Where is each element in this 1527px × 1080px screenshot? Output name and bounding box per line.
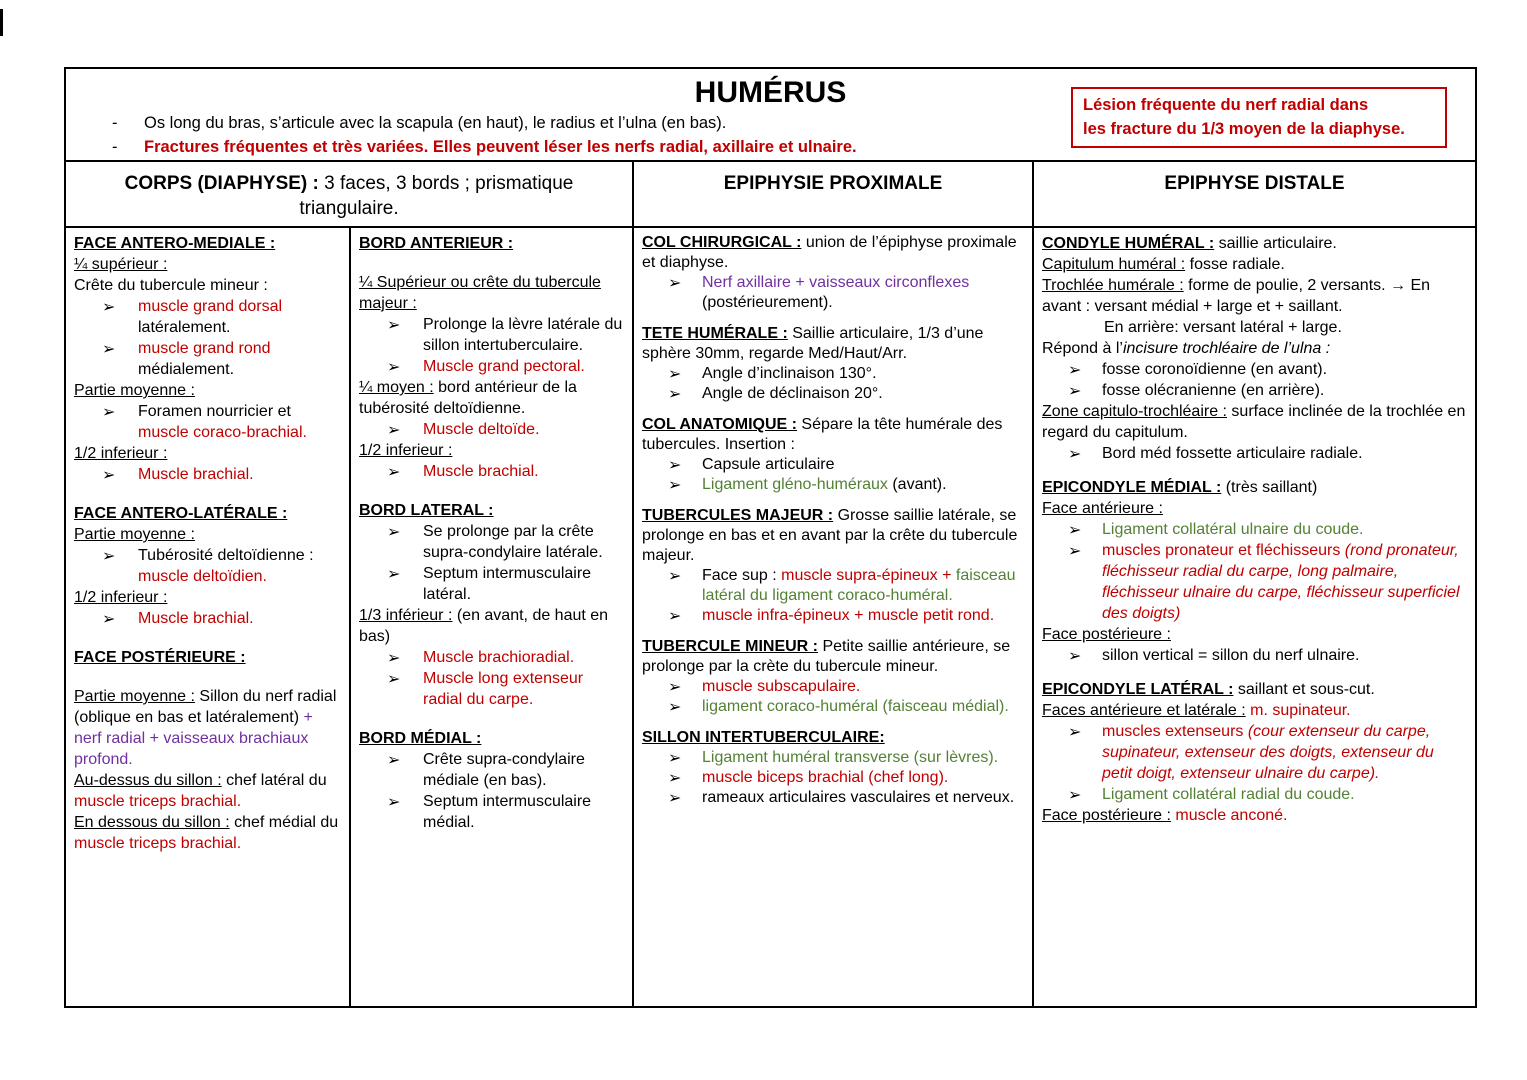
text-segment: sillon vertical = sillon du nerf ulnaire. <box>1102 647 1360 664</box>
intro-text <box>144 111 726 135</box>
cell-faces-diaphyse <box>66 228 349 1006</box>
text-segment: Os long du bras, s’articule avec la scapula (en haut), le radius et l’ulna (en bas). <box>144 114 727 132</box>
text-paragraph <box>642 506 1024 566</box>
text-paragraph <box>642 233 1024 273</box>
text-segment: Ligament gléno-huméraux <box>702 476 888 493</box>
text-segment: Face sup : <box>702 567 782 584</box>
blank-line <box>359 482 624 500</box>
arrow-bullet-icon: ➢ <box>1068 381 1082 400</box>
text-paragraph <box>74 647 341 668</box>
text-segment: saillant et sous-cut. <box>1233 681 1375 698</box>
text-paragraph <box>642 324 1024 364</box>
bullet-text <box>138 296 341 338</box>
text-paragraph <box>74 503 341 524</box>
text-paragraph <box>1042 317 1467 338</box>
arrow-bullet-icon: ➢ <box>387 315 401 334</box>
arrow-bullet-icon: ➢ <box>387 522 401 541</box>
bullet-item <box>359 647 624 668</box>
text-segment: BORD ANTERIEUR : <box>359 235 514 252</box>
text-segment: En dessous du sillon : <box>74 814 230 831</box>
text-segment: muscles extenseurs <box>1102 723 1248 740</box>
text-segment: Répond à l’ <box>1042 340 1123 357</box>
text-segment: SILLON INTERTUBERCULAIRE: <box>642 729 885 746</box>
text-segment: bord antérieur de la tubérosité deltoïdienne. <box>359 379 577 417</box>
blank-line <box>1042 666 1467 679</box>
text-segment: Face antérieure : <box>1042 500 1163 517</box>
text-segment: + nerf radial + vaisseaux brachiaux profond. <box>74 709 313 768</box>
bullet-item <box>642 677 1024 697</box>
text-segment: Nerf axillaire + vaisseaux circonflexes <box>702 274 970 291</box>
anatomy-table <box>64 67 1477 1008</box>
bullet-item <box>359 521 624 563</box>
text-segment: Muscle long extenseur radial du carpe. <box>423 670 584 708</box>
bullet-item <box>74 608 341 629</box>
text-segment: 1/2 inferieur : <box>359 442 453 459</box>
bullet-text <box>1102 519 1467 540</box>
text-segment: Partie moyenne : <box>74 688 195 705</box>
bullet-text <box>702 606 1024 626</box>
text-segment: chef médial du <box>229 814 339 831</box>
bullet-text <box>1102 784 1467 805</box>
text-segment: surface inclinée de la trochlée en regard du capitulum. <box>1042 403 1466 441</box>
warning-line: Lésion fréquente du nerf radial dans <box>1083 96 1369 114</box>
text-segment: Fractures fréquentes et très variées. Elles peuvent léser les nerfs radial, axillaire et ulnaire. <box>144 138 857 156</box>
text-segment: Septum intermusculaire latéral. <box>423 565 592 603</box>
text-segment: incisure trochléaire de l’ulna : <box>1122 340 1331 357</box>
bullet-text <box>1102 540 1467 624</box>
bullet-item <box>642 364 1024 384</box>
text-segment: Tubérosité deltoïdienne : <box>138 547 314 564</box>
arrow-bullet-icon: ➢ <box>668 788 682 807</box>
bullet-item <box>642 475 1024 495</box>
text-segment: Zone capitulo-trochléaire : <box>1042 403 1227 420</box>
text-paragraph <box>1042 700 1467 721</box>
bullet-text <box>423 563 624 605</box>
text-segment: EPICONDYLE LATÉRAL : <box>1042 681 1234 698</box>
text-segment: Septum intermusculaire médial. <box>423 793 592 831</box>
text-segment: Trochlée humérale : <box>1042 277 1184 294</box>
column-header-row <box>66 160 1475 228</box>
warning-box <box>1071 87 1447 148</box>
bullet-item <box>642 384 1024 404</box>
blank-line <box>642 626 1024 637</box>
text-paragraph <box>1042 233 1467 254</box>
arrow-bullet-icon: ➢ <box>668 677 682 696</box>
text-segment: muscle grand dorsal <box>138 298 283 315</box>
text-paragraph <box>359 272 624 314</box>
text-paragraph <box>74 770 341 812</box>
blank-line <box>642 313 1024 324</box>
arrow-bullet-icon: ➢ <box>102 609 116 628</box>
bullet-item <box>1042 540 1467 624</box>
bullet-text <box>702 788 1024 808</box>
text-segment: Bord méd fossette articulaire radiale. <box>1102 445 1363 462</box>
text-segment: fosse coronoïdienne (en avant). <box>1102 361 1328 378</box>
text-segment: muscle triceps brachial. <box>74 793 242 810</box>
bullet-item <box>642 697 1024 717</box>
text-paragraph <box>1042 498 1467 519</box>
bullet-text <box>423 749 624 791</box>
text-segment: (rond pronateur, fléchisseur radial du carpe, long palmaire, fléchisseur ulnaire du carpe, fléchisseur superficiel des doigts) <box>1102 542 1460 622</box>
text-segment: (en avant, de haut en bas) <box>359 607 609 645</box>
arrow-bullet-icon: ➢ <box>102 546 116 565</box>
text-paragraph <box>1042 254 1467 275</box>
blank-line <box>642 495 1024 506</box>
text-paragraph <box>359 377 624 419</box>
blank-line <box>642 404 1024 415</box>
bullet-item <box>1042 519 1467 540</box>
text-segment: muscle subscapulaire. <box>702 678 861 695</box>
arrow-bullet-icon: ➢ <box>387 792 401 811</box>
text-segment: union de l’épiphyse proximale et diaphyse. <box>642 234 1017 271</box>
text-segment: Foramen nourricier et <box>138 403 291 420</box>
text-segment: Au-dessus du sillon : <box>74 772 222 789</box>
text-paragraph <box>74 812 341 854</box>
text-segment: Muscle brachial. <box>423 463 539 480</box>
text-segment: (avant). <box>887 476 947 493</box>
bullet-text <box>138 338 341 380</box>
text-paragraph <box>642 415 1024 455</box>
column-header-epiphyse-proximale <box>632 162 1032 226</box>
text-segment: ¼ Supérieur ou crête du tubercule majeur : <box>359 274 601 312</box>
column-header-epiphyse-distale <box>1032 162 1475 226</box>
bullet-item <box>359 668 624 710</box>
text-segment: ligament coraco-huméral (faisceau médial). <box>702 698 1009 715</box>
text-segment: Se prolonge par la crête supra-condylaire latérale. <box>423 523 603 561</box>
text-paragraph <box>74 233 341 254</box>
text-segment: Muscle brachial. <box>138 466 254 483</box>
dash-bullet-icon: - <box>112 138 118 156</box>
bullet-text <box>702 748 1024 768</box>
bullet-text <box>702 768 1024 788</box>
bullet-text <box>423 356 624 377</box>
text-segment: fosse radiale. <box>1185 256 1285 273</box>
text-segment: chef latéral du <box>221 772 327 789</box>
arrow-bullet-icon: ➢ <box>387 462 401 481</box>
text-segment: muscle biceps brachial (chef long). <box>702 769 949 786</box>
arrow-bullet-icon: ➢ <box>668 748 682 767</box>
text-segment: rameaux articulaires vasculaires et nerveux. <box>702 789 1015 806</box>
arrow-bullet-icon: ➢ <box>102 465 116 484</box>
blank-line <box>642 717 1024 728</box>
bullet-item <box>642 788 1024 808</box>
text-segment: Angle de déclinaison 20°. <box>702 385 883 402</box>
bullet-item <box>642 273 1024 313</box>
text-segment: EPIPHYSIE PROXIMALE <box>723 173 943 194</box>
bullet-text <box>423 647 624 668</box>
text-paragraph <box>1042 624 1467 645</box>
arrow-bullet-icon: ➢ <box>668 364 682 383</box>
text-segment: (très saillant) <box>1221 479 1318 496</box>
text-paragraph <box>359 440 624 461</box>
text-segment: 1/2 inferieur : <box>74 589 168 606</box>
text-segment: Ligament collatéral ulnaire du coude. <box>1102 521 1364 538</box>
bullet-item <box>642 748 1024 768</box>
text-segment: muscles pronateur et fléchisseurs <box>1102 542 1345 559</box>
arrow-bullet-icon: ➢ <box>1068 722 1082 741</box>
arrow-bullet-icon: ➢ <box>1068 520 1082 539</box>
bullet-text <box>702 697 1024 717</box>
text-segment: forme de poulie, 2 versants. → En avant : versant médial + large et + saillant. <box>1042 277 1431 315</box>
text-segment: FACE ANTERO-LATÉRALE : <box>74 505 288 522</box>
text-paragraph <box>74 443 341 464</box>
text-segment: médialement. <box>138 361 235 378</box>
text-paragraph <box>359 605 624 647</box>
text-segment: Face postérieure : <box>1042 626 1171 643</box>
bullet-item <box>359 356 624 377</box>
text-paragraph <box>74 587 341 608</box>
arrow-bullet-icon: ➢ <box>668 455 682 474</box>
text-segment: Muscle grand pectoral. <box>423 358 585 375</box>
arrow-bullet-icon: ➢ <box>668 384 682 403</box>
text-segment: muscle anconé. <box>1175 807 1288 824</box>
text-segment: muscle infra-épineux + muscle petit rond. <box>702 607 995 624</box>
arrow-bullet-icon: ➢ <box>387 420 401 439</box>
text-segment: CONDYLE HUMÉRAL : <box>1042 235 1215 252</box>
arrow-bullet-icon: ➢ <box>387 648 401 667</box>
arrow-bullet-icon: ➢ <box>102 402 116 421</box>
text-segment: Muscle brachioradial. <box>423 649 575 666</box>
text-paragraph <box>74 275 341 296</box>
bullet-text <box>423 521 624 563</box>
bullet-text <box>423 791 624 833</box>
text-segment: EPICONDYLE MÉDIAL : <box>1042 479 1222 496</box>
bullet-item <box>642 606 1024 626</box>
bullet-text <box>138 545 341 587</box>
warning-line: les fracture du 1/3 moyen de la diaphyse. <box>1083 120 1405 138</box>
text-paragraph <box>642 637 1024 677</box>
text-segment: latéralement. <box>138 319 231 336</box>
text-segment: fosse olécranienne (en arrière). <box>1102 382 1325 399</box>
cell-epiphyse-distale <box>1032 228 1475 1006</box>
text-segment: BORD LATERAL : <box>359 502 494 519</box>
text-segment: (postérieurement). <box>702 294 833 311</box>
bullet-item <box>359 314 624 356</box>
arrow-bullet-icon: ➢ <box>668 606 682 625</box>
arrow-bullet-icon: ➢ <box>1068 360 1082 379</box>
bullet-text <box>1102 645 1467 666</box>
text-paragraph <box>359 728 624 749</box>
bullet-text <box>702 566 1024 606</box>
text-segment: FACE ANTERO-MEDIALE : <box>74 235 276 252</box>
bullet-item <box>74 464 341 485</box>
bullet-item <box>359 461 624 482</box>
blank-line <box>74 629 341 647</box>
text-segment: Crête du tubercule mineur : <box>74 277 268 294</box>
bullet-text <box>138 401 341 443</box>
text-segment: Sépare la tête humérale des tubercules. Insertion : <box>642 416 1003 453</box>
arrow-bullet-icon: ➢ <box>668 566 682 585</box>
text-segment: muscle supra-épineux + <box>781 567 956 584</box>
table-body-row <box>66 228 1475 1006</box>
text-segment: Prolonge la lèvre latérale du sillon intertuberculaire. <box>423 316 623 354</box>
text-segment: FACE POSTÉRIEURE : <box>74 649 246 666</box>
bullet-item <box>1042 380 1467 401</box>
arrow-bullet-icon: ➢ <box>387 750 401 769</box>
text-segment: Saillie articulaire, 1/3 d’une sphère 30mm, regarde Med/Haut/Arr. <box>642 325 984 362</box>
bullet-text <box>1102 721 1467 784</box>
scan-artifact-mark <box>0 9 3 36</box>
bullet-text <box>423 461 624 482</box>
text-segment: CORPS (DIAPHYSE) : <box>124 173 325 194</box>
text-segment: ¼ moyen : <box>359 379 434 396</box>
bullet-item <box>1042 645 1467 666</box>
blank-line <box>359 710 624 728</box>
text-segment: muscle deltoïdien. <box>138 568 267 585</box>
column-header-corps-diaphyse <box>66 162 632 226</box>
bullet-text <box>138 608 341 629</box>
text-paragraph <box>74 380 341 401</box>
text-paragraph <box>74 686 341 770</box>
text-segment: BORD MÉDIAL : <box>359 730 482 747</box>
text-paragraph <box>642 728 1024 748</box>
text-segment: Petite saillie antérieure, se prolonge par la crète du tubercule mineur. <box>642 638 1011 675</box>
text-segment: ¼ supérieur : <box>74 256 168 273</box>
text-paragraph <box>1042 275 1467 317</box>
text-segment: 3 faces, 3 bords ; prismatique triangulaire. <box>299 173 574 219</box>
text-paragraph <box>1042 401 1467 443</box>
cell-bords-diaphyse <box>349 228 632 1006</box>
text-segment: saillie articulaire. <box>1214 235 1337 252</box>
bullet-text <box>702 455 1024 475</box>
bullet-item <box>74 545 341 587</box>
table-top-section <box>66 69 1475 160</box>
bullet-text <box>1102 443 1467 464</box>
text-segment: m. supinateur. <box>1250 702 1351 719</box>
text-segment: Ligament collatéral radial du coude. <box>1102 786 1355 803</box>
bullet-item <box>642 768 1024 788</box>
arrow-bullet-icon: ➢ <box>668 273 682 292</box>
text-segment: COL CHIRURGICAL : <box>642 234 802 251</box>
text-segment: Capsule articulaire <box>702 456 835 473</box>
text-segment: TUBERCULES MAJEUR : <box>642 507 834 524</box>
text-paragraph <box>1042 805 1467 826</box>
bullet-text <box>702 273 1024 313</box>
bullet-item <box>1042 721 1467 784</box>
bullet-text <box>702 384 1024 404</box>
arrow-bullet-icon: ➢ <box>1068 541 1082 560</box>
blank-line <box>359 254 624 272</box>
bullet-item <box>74 338 341 380</box>
text-segment: Grosse saillie latérale, se prolonge en bas et en avant par la crête du tubercule majeur. <box>642 507 1018 564</box>
text-segment: muscle triceps brachial. <box>74 835 242 852</box>
bullet-text <box>423 314 624 356</box>
text-segment: Crête supra-condylaire médiale (en bas). <box>423 751 585 789</box>
arrow-bullet-icon: ➢ <box>1068 785 1082 804</box>
text-segment: Muscle deltoïde. <box>423 421 540 438</box>
dash-bullet-icon: - <box>112 114 118 132</box>
text-segment: Partie moyenne : <box>74 382 195 399</box>
bullet-text <box>702 475 1024 495</box>
page-title: HUMÉRUS <box>694 76 847 109</box>
bullet-text <box>138 464 341 485</box>
text-segment: Faces antérieure et latérale : <box>1042 702 1246 719</box>
text-segment: Ligament huméral transverse (sur lèvres). <box>702 749 999 766</box>
blank-line <box>74 668 341 686</box>
arrow-bullet-icon: ➢ <box>1068 646 1082 665</box>
text-paragraph <box>1042 679 1467 700</box>
bullet-text <box>702 677 1024 697</box>
text-segment: Capitulum huméral : <box>1042 256 1186 273</box>
text-segment: TETE HUMÉRALE : <box>642 325 788 342</box>
text-segment: Angle d’inclinaison 130°. <box>702 365 877 382</box>
bullet-text <box>702 364 1024 384</box>
text-paragraph <box>359 233 624 254</box>
arrow-bullet-icon: ➢ <box>387 669 401 688</box>
bullet-text <box>423 668 624 710</box>
bullet-item <box>642 455 1024 475</box>
bullet-item <box>74 296 341 338</box>
text-segment: Partie moyenne : <box>74 526 195 543</box>
text-paragraph <box>1042 338 1467 359</box>
bullet-item <box>359 563 624 605</box>
arrow-bullet-icon: ➢ <box>668 475 682 494</box>
bullet-item <box>359 791 624 833</box>
arrow-bullet-icon: ➢ <box>102 297 116 316</box>
text-segment: faisceau latéral du ligament coraco-huméral. <box>702 567 1016 604</box>
text-segment: En arrière: versant latéral + large. <box>1104 319 1342 336</box>
text-segment: EPIPHYSE DISTALE <box>1164 173 1345 194</box>
text-segment: 1/3 inférieur : <box>359 607 453 624</box>
blank-line <box>74 485 341 503</box>
text-segment: muscle grand rond <box>138 340 271 357</box>
bullet-item <box>642 566 1024 606</box>
text-segment: (cour extenseur du carpe, supinateur, extenseur des doigts, extenseur du petit doigt, extenseur ulnaire du carpe). <box>1102 723 1434 782</box>
bullet-text <box>1102 380 1467 401</box>
arrow-bullet-icon: ➢ <box>668 697 682 716</box>
text-paragraph <box>1042 477 1467 498</box>
text-segment: Muscle brachial. <box>138 610 254 627</box>
bullet-item <box>1042 443 1467 464</box>
blank-line <box>1042 464 1467 477</box>
bullet-text <box>1102 359 1467 380</box>
arrow-bullet-icon: ➢ <box>1068 444 1082 463</box>
bullet-text <box>423 419 624 440</box>
text-segment: muscle coraco-brachial. <box>138 424 307 441</box>
text-segment: TUBERCULE MINEUR : <box>642 638 818 655</box>
arrow-bullet-icon: ➢ <box>668 768 682 787</box>
cell-epiphyse-proximale <box>632 228 1032 1006</box>
arrow-bullet-icon: ➢ <box>387 357 401 376</box>
text-segment: COL ANATOMIQUE : <box>642 416 797 433</box>
intro-text <box>144 135 857 159</box>
bullet-item <box>359 749 624 791</box>
bullet-item <box>1042 784 1467 805</box>
text-paragraph <box>74 254 341 275</box>
text-segment: 1/2 inferieur : <box>74 445 168 462</box>
text-segment: Sillon du nerf radial (oblique en bas et latéralement) <box>74 688 337 726</box>
bullet-item <box>359 419 624 440</box>
text-segment: Face postérieure : <box>1042 807 1171 824</box>
bullet-item <box>1042 359 1467 380</box>
arrow-bullet-icon: ➢ <box>387 564 401 583</box>
arrow-bullet-icon: ➢ <box>102 339 116 358</box>
bullet-item <box>74 401 341 443</box>
text-paragraph <box>359 500 624 521</box>
text-paragraph <box>74 524 341 545</box>
